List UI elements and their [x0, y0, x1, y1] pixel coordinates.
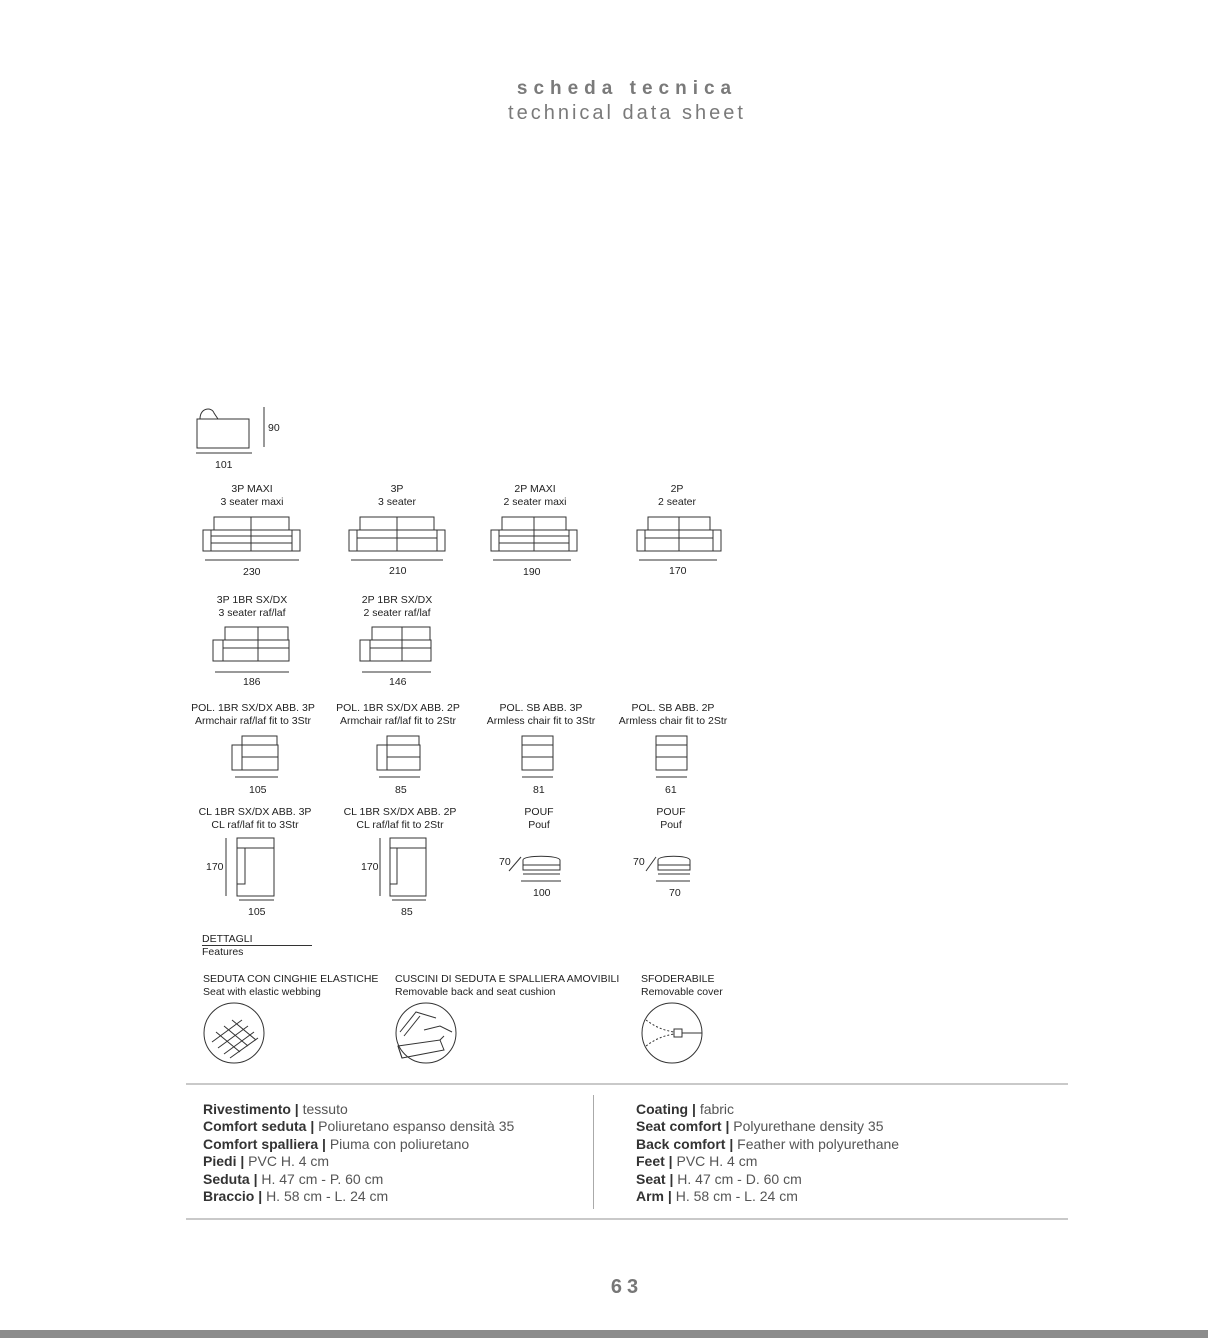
spec-row: Comfort spalliera | Piuma con poliuretano [203, 1135, 470, 1152]
profile-height: 90 [268, 422, 280, 434]
profile-depth: 101 [215, 459, 233, 471]
module-label: 2P 2 seater [658, 483, 696, 508]
profile-height-line [263, 407, 267, 449]
armchair-2p-drawing [377, 735, 423, 781]
sofa-2p-maxi-drawing [491, 516, 579, 564]
module-width: 105 [249, 784, 267, 796]
sofa-3p-1arm-drawing [213, 626, 291, 676]
spec-row: Back comfort | Feather with polyurethane [636, 1135, 900, 1152]
zipper-icon [640, 1002, 704, 1066]
pouf-70-drawing [646, 854, 694, 886]
module-label: POL. 1BR SX/DX ABB. 2P Armchair raf/laf fit to 2Str [336, 702, 460, 727]
module-label: POL. SB ABB. 2P Armless chair fit to 2Str [618, 702, 728, 727]
module-depth: 170 [206, 861, 224, 873]
module-width: 85 [401, 906, 413, 918]
spec-row: Seat comfort | Polyurethane density 35 [636, 1118, 884, 1135]
module-label: 3P 1BR SX/DX 3 seater raf/laf [216, 594, 288, 619]
armless-chair-3p-drawing [522, 735, 556, 781]
side-profile-drawing [196, 405, 256, 455]
module-width: 105 [248, 906, 266, 918]
module-width: 186 [243, 676, 261, 688]
spec-row: Comfort seduta | Poliuretano espanso densità 35 [203, 1118, 515, 1135]
module-width: 85 [395, 784, 407, 796]
armless-chair-2p-drawing [656, 735, 690, 781]
removable-cushion-icon [394, 1002, 458, 1066]
title-english: technical data sheet [508, 102, 746, 124]
pouf-depth: 70 [499, 856, 511, 868]
armchair-3p-drawing [232, 735, 280, 781]
footer-bar [0, 1330, 1208, 1338]
module-width: 70 [669, 887, 681, 899]
divider-top [186, 1083, 1068, 1085]
page-number: 63 [610, 1276, 644, 1298]
sofa-3p-drawing [349, 516, 447, 564]
module-label: POL. 1BR SX/DX ABB. 3P Armchair raf/laf fit to 3Str [191, 702, 315, 727]
specs-english [636, 1101, 899, 1205]
module-width: 210 [389, 565, 407, 577]
module-label: 2P 1BR SX/DX 2 seater raf/laf [361, 594, 433, 619]
sofa-2p-1arm-drawing [360, 626, 434, 676]
features-title: DETTAGLI Features [202, 933, 253, 958]
module-label: POUF Pouf [656, 806, 686, 831]
module-width: 81 [533, 784, 545, 796]
specs-italian [203, 1101, 514, 1205]
divider-bottom [186, 1218, 1068, 1220]
feature-label: SFODERABILE Removable cover [641, 973, 723, 998]
elastic-webbing-icon [202, 1002, 266, 1066]
spec-row: Seat | H. 47 cm - D. 60 cm [636, 1170, 802, 1187]
module-depth: 170 [361, 861, 379, 873]
spec-row: Braccio | H. 58 cm - L. 24 cm [203, 1188, 389, 1205]
pouf-100-drawing [509, 854, 565, 886]
module-label: 2P MAXI 2 seater maxi [503, 483, 567, 508]
module-width: 170 [669, 565, 687, 577]
column-separator [593, 1095, 594, 1209]
module-label: POL. SB ABB. 3P Armless chair fit to 3Str [486, 702, 596, 727]
pouf-depth: 70 [633, 856, 645, 868]
features-underline [202, 945, 312, 946]
spec-row: Coating | fabric [636, 1101, 735, 1117]
module-label: CL 1BR SX/DX ABB. 3P CL raf/laf fit to 3Str [198, 806, 312, 831]
module-label: CL 1BR SX/DX ABB. 2P CL raf/laf fit to 2Str [343, 806, 457, 831]
spec-row: Piedi | PVC H. 4 cm [203, 1153, 330, 1170]
module-width: 230 [243, 566, 261, 578]
spec-row: Seduta | H. 47 cm - P. 60 cm [203, 1170, 384, 1187]
module-label: POUF Pouf [524, 806, 554, 831]
module-label: 3P MAXI 3 seater maxi [220, 483, 284, 508]
title-italian: scheda tecnica [516, 78, 738, 99]
chaise-longue-2p-drawing [379, 836, 431, 904]
chaise-longue-3p-drawing [225, 836, 279, 904]
spec-row: Rivestimento | tessuto [203, 1101, 348, 1117]
feature-label: SEDUTA CON CINGHIE ELASTICHE Seat with elastic webbing [203, 973, 379, 998]
sofa-2p-drawing [637, 516, 723, 564]
feature-label: CUSCINI DI SEDUTA E SPALLIERA AMOVIBILI Removable back and seat cushion [395, 973, 620, 998]
module-width: 61 [665, 784, 677, 796]
spec-row: Feet | PVC H. 4 cm [636, 1153, 758, 1170]
module-width: 100 [533, 887, 551, 899]
module-label: 3P 3 seater [378, 483, 416, 508]
module-width: 190 [523, 566, 541, 578]
module-width: 146 [389, 676, 407, 688]
sofa-3p-maxi-drawing [203, 516, 301, 564]
spec-row: Arm | H. 58 cm - L. 24 cm [636, 1188, 798, 1205]
